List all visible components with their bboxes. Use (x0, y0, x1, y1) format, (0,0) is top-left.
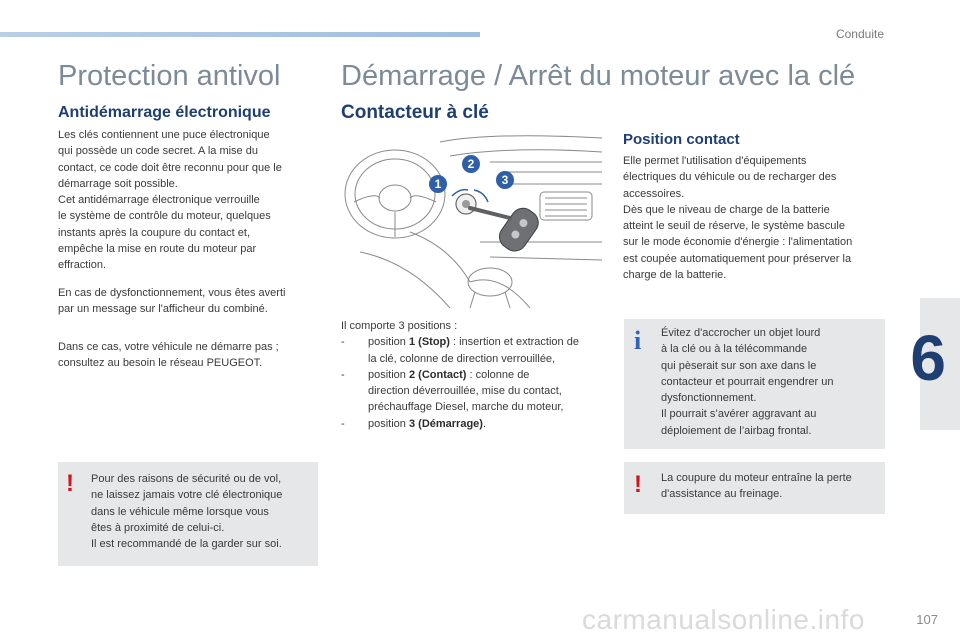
position-name: 1 (Stop) (408, 336, 450, 349)
list-item: - position 1 (Stop) : insertion et extraction de la clé, colonne de direction verrouillée, (341, 334, 606, 367)
text-line: Il est recommandé de la garder sur soi. (91, 538, 282, 551)
text-line: qui possède un code secret. A la mise du (58, 145, 258, 158)
position-name: 2 (Contact) (408, 368, 467, 381)
text-line: dans le véhicule même lorsque vous (91, 505, 269, 518)
text-line: qui pèserait sur son axe dans le (661, 359, 817, 372)
text-line: En cas de dysfonctionnement, vous êtes averti (58, 287, 286, 299)
text-line: sur le mode économie d'énergie : l'alimentation (623, 236, 853, 249)
text-line: Évitez d'accrocher un objet lourd (661, 327, 821, 339)
text-line: Dès que le niveau de charge de la batterie (623, 203, 830, 216)
positions-intro: Il comporte 3 positions : (341, 320, 458, 332)
text-line: accessoires. (623, 187, 685, 200)
subtitle-position-contact: Position contact (623, 131, 740, 148)
warning-box-brake-assist (624, 462, 885, 514)
warning-icon: ! (634, 471, 642, 498)
info-box-key-weight (624, 319, 885, 449)
position-contact-description (623, 153, 893, 283)
text-line: est coupée automatiquement pour préserver la (623, 252, 852, 265)
callout-2-label: 2 (467, 157, 475, 171)
text-line: démarrage soit possible. (58, 177, 178, 190)
text-line: électriques du véhicule ou de recharger des (623, 171, 837, 184)
section-name: Conduite (835, 27, 884, 41)
text-line: contacteur et pourrait engendrer un (661, 375, 834, 388)
callout-3-label: 3 (501, 173, 509, 187)
ignition-switch-illustration (340, 132, 602, 308)
text-line: Les clés contiennent une puce électronique (58, 129, 270, 141)
text-line: Elle permet l'utilisation d'équipements (623, 155, 807, 167)
watermark: carmanualsonline.info (582, 604, 865, 635)
ignition-positions-list (341, 318, 606, 432)
text-line: empêche la mise en route du moteur par (58, 243, 257, 256)
list-item: - position 2 (Contact) : colonne de direction déverrouillée, mise du contact, préchauffage Diesel, marche du moteur, (341, 367, 606, 416)
list-dash: - (341, 336, 345, 349)
info-icon: i (634, 326, 642, 355)
text-line: déploiement de l’airbag frontal. (661, 424, 812, 437)
text-line: à la clé ou à la télécommande (661, 343, 808, 356)
list-item: - position 3 (Démarrage). (341, 416, 606, 432)
text-line: Pour des raisons de sécurité ou de vol, (91, 473, 282, 485)
immobiliser-description (58, 127, 318, 274)
position-name: 3 (Démarrage) (408, 417, 483, 430)
subtitle-immobiliser: Antidémarrage électronique (58, 104, 271, 121)
warning-icon: ! (66, 470, 74, 497)
text-line: charge de la batterie. (623, 269, 727, 282)
text-line: consultez au besoin le réseau PEUGEOT. (58, 357, 263, 370)
chapter-number: 6 (910, 322, 946, 394)
text-line: atteint le seuil de réserve, le système bascule (623, 220, 845, 233)
text-line: Cet antidémarrage électronique verrouille (58, 194, 260, 207)
warning-text (661, 470, 881, 503)
malfunction-paragraph (58, 285, 318, 318)
text-line: effraction. (58, 259, 107, 272)
warning-box-key-security (58, 462, 318, 566)
dealer-paragraph (58, 339, 318, 372)
text-line: Dans ce cas, votre véhicule ne démarre pas ; (58, 341, 279, 353)
subtitle-ignition-switch: Contacteur à clé (341, 102, 489, 123)
callout-1-label: 1 (434, 177, 442, 191)
page-title-antitheft: Protection antivol (58, 60, 281, 92)
info-text (661, 325, 881, 439)
page-number: 107 (916, 612, 938, 627)
text-line: ne laissez jamais votre clé électronique (91, 489, 283, 502)
header-accent-bar (0, 32, 480, 37)
text-line: êtes à proximité de celui-ci. (91, 521, 225, 534)
list-dash: - (341, 368, 345, 381)
page-title-start-stop: Démarrage / Arrêt du moteur avec la clé (341, 60, 856, 92)
text-line: instants après la coupure du contact et, (58, 226, 251, 239)
text-line: Il pourrait s’avérer aggravant au (661, 408, 817, 421)
text-line: dysfonctionnement. (661, 392, 757, 405)
text-line: le système de contrôle du moteur, quelques (58, 210, 271, 223)
text-line: par un message sur l'afficheur du combiné. (58, 303, 268, 316)
text-line: d'assistance au freinage. (661, 488, 783, 501)
list-dash: - (341, 417, 345, 430)
warning-text (91, 471, 313, 552)
text-line: La coupure du moteur entraîne la perte (661, 472, 852, 484)
text-line: contact, ce code doit être reconnu pour que le (58, 161, 282, 174)
